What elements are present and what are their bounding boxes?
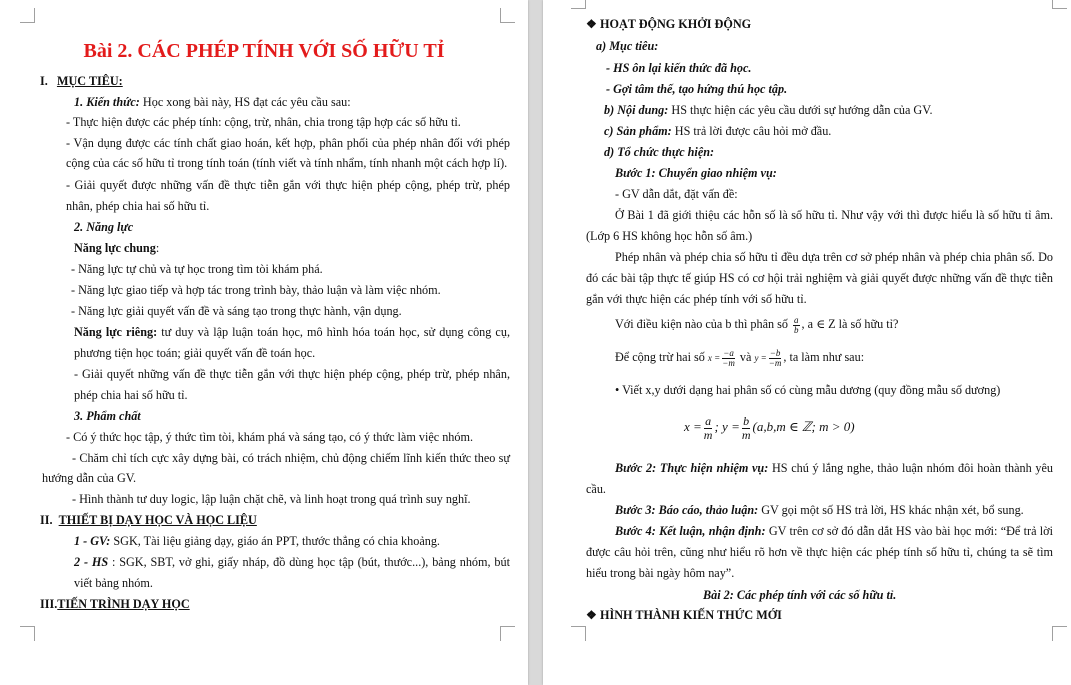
diamond-bullet-icon: ❖: [586, 17, 597, 31]
text-line: gắn với thực hiện các phép tính với số hữu tỉ.: [586, 292, 807, 306]
step-4-label: Bước 4: Kết luận, nhận định:: [615, 524, 766, 538]
crop-mark: [500, 8, 515, 23]
fraction-numerator: b: [743, 413, 750, 428]
fraction-numerator: a: [705, 413, 712, 428]
text-line: đó các bài tập thực tế giúp HS có cơ hội trải nghiệm và giải quyết được những vấn đề thực tiễn: [586, 271, 1053, 285]
specific-competency-line: [74, 324, 510, 340]
math-symbol: y =: [754, 353, 767, 363]
teacher-text: SGK, Tài liệu giảng dạy, giáo án PPT, thước thẳng có chia khoảng.: [110, 534, 440, 548]
step-3-label: Bước 3: Báo cáo, thảo luận:: [615, 503, 759, 517]
text-line: - Năng lực tự chủ và tự học trong tìm tòi khám phá.: [71, 262, 323, 276]
crop-mark: [20, 626, 35, 641]
specific-competency-text: tư duy và lập luận toán học, mô hình hóa toán học, sử dụng công cụ,: [157, 325, 510, 339]
content-line: [604, 102, 933, 118]
fraction-numerator: a: [794, 314, 799, 325]
knowledge-text: Học xong bài này, HS đạt các yêu cầu sau:: [139, 95, 351, 109]
text-line: viết bảng nhóm.: [74, 576, 153, 590]
step-3-line: [615, 502, 1024, 518]
student-materials-line: [74, 554, 510, 570]
document-page-right: [543, 0, 1071, 685]
section-title: MỤC TIÊU:: [56, 74, 123, 88]
text-line: nhân, phép chia hai số hữu tỉ.: [66, 199, 210, 213]
section-title: THIẾT BỊ DẠY HỌC VÀ HỌC LIỆU: [58, 513, 257, 527]
fraction-numerator: −a: [723, 347, 734, 358]
fraction-y: [769, 349, 782, 368]
text-line: cộng của các số hữu tỉ trong tính toán (tính viết và tính nhẩm, tính nhanh một cách hợp lí).: [66, 156, 508, 170]
add-subtract-line: [615, 346, 864, 369]
student-label: 2 - HS: [74, 555, 109, 569]
content-text: HS thực hiện các yêu cầu dưới sự hướng dẫn của GV.: [668, 103, 933, 117]
objective-line: - Gợi tâm thế, tạo hứng thú học tập.: [606, 82, 788, 96]
step-4-text: GV trên cơ sở đó dẫn dắt HS vào bài học mới: “Để trả lời: [765, 524, 1053, 538]
formula: [684, 412, 855, 442]
general-competency-label: Năng lực chung: [74, 241, 156, 255]
objective-label: a) Mục tiêu:: [596, 39, 659, 53]
text-line: - Thực hiện được các phép tính: cộng, trừ, nhân, chia trong tập hợp các số hữu tỉ.: [66, 115, 461, 129]
math-symbol: ; y =: [714, 419, 740, 434]
teacher-materials-line: [74, 533, 440, 549]
question-text: Với điều kiện nào của b thì phân số: [615, 317, 792, 331]
product-label: c) Sản phẩm:: [604, 124, 672, 138]
fraction-denominator: m: [741, 427, 751, 442]
section-3-heading: [40, 596, 190, 612]
text-line: - Có ý thức học tập, ý thức tìm tòi, khám phá và sáng tạo, có ý thức làm việc nhóm.: [66, 430, 474, 444]
text-line: phương tiện học toán; giải quyết vấn đề toán học.: [74, 346, 316, 360]
question-line: [615, 313, 898, 335]
fraction-a-over-b: [793, 316, 800, 335]
fraction-numerator: −b: [769, 347, 781, 358]
text-line: cầu.: [586, 482, 606, 496]
text-span: và: [736, 350, 755, 364]
step-2-label: Bước 2: Thực hiện nhiệm vụ:: [615, 461, 769, 475]
text-span: , ta làm như sau:: [783, 350, 865, 364]
fraction-b-over-m: [742, 415, 751, 442]
text-span: Để cộng trừ hai số: [615, 350, 708, 364]
math-symbol: x =: [707, 353, 721, 363]
step-3-text: GV gọi một số HS trả lời, HS khác nhận xét, bổ sung.: [758, 503, 1024, 517]
knowledge-label: 1. Kiến thức:: [74, 95, 140, 109]
step-1-label: Bước 1: Chuyển giao nhiệm vụ:: [615, 166, 777, 180]
activity-heading-new-knowledge: [586, 607, 782, 623]
crop-mark: [571, 626, 586, 641]
section-number: I.: [40, 74, 48, 88]
fraction-denominator: −m: [768, 357, 782, 368]
lesson-reference: Bài 2: Các phép tính với các số hữu tỉ.: [703, 588, 897, 602]
product-line: [604, 123, 831, 139]
qualities-heading: 3. Phẩm chất: [74, 409, 141, 423]
step-2-text: HS chú ý lắng nghe, thảo luận nhóm đôi hoàn thành yêu: [768, 461, 1053, 475]
heading-text: HÌNH THÀNH KIẾN THỨC MỚI: [599, 608, 782, 622]
objective-line: - HS ôn lại kiến thức đã học.: [606, 61, 752, 75]
text-line: được câu hỏi trên, cũng như hiểu rõ hơn về thực hiện các phép tính số hữu tỉ, chúng ta sẽ tìm: [586, 545, 1053, 559]
content-label: b) Nội dung:: [604, 103, 669, 117]
text-line: - Chăm chỉ tích cực xây dựng bài, có trách nhiệm, chủ động chiếm lĩnh kiến thức theo sự: [72, 451, 510, 465]
product-text: HS trả lời được câu hỏi mở đầu.: [671, 124, 832, 138]
text-line: Ở Bài 1 đã giới thiệu các hỗn số là số hữu tỉ. Như vậy với thì được hiểu là số hữu tỉ âm.: [615, 208, 1053, 222]
fraction-denominator: b: [794, 324, 799, 335]
crop-mark: [571, 0, 586, 9]
diamond-bullet-icon: ❖: [586, 608, 597, 622]
organization-label: d) Tổ chức thực hiện:: [604, 145, 715, 159]
text-line: - Hình thành tư duy logic, lập luận chặt chẽ, và linh hoạt trong quá trình suy nghĩ.: [72, 492, 471, 506]
knowledge-line: [74, 94, 351, 110]
section-title: TIẾN TRÌNH DẠY HỌC: [57, 597, 190, 611]
text-line: - Năng lực giao tiếp và hợp tác trong trình bày, thảo luận và làm việc nhóm.: [71, 283, 441, 297]
specific-competency-label: Năng lực riêng:: [74, 325, 158, 339]
section-number: III.: [40, 597, 58, 611]
text-line: - GV dẫn dắt, đặt vấn đề:: [615, 187, 738, 201]
competency-heading: 2. Năng lực: [74, 220, 134, 234]
text-line: hướng dẫn của GV.: [42, 471, 137, 485]
fraction-denominator: −m: [722, 357, 735, 368]
text-line: - Vận dụng được các tính chất giao hoán, kết hợp, phân phối của phép nhân đối với phép: [66, 136, 510, 150]
fraction-a-over-m: [704, 415, 713, 442]
student-text: : SGK, SBT, vở ghi, giấy nháp, đồ dùng học tập (bút, thước...), bảng nhóm, bút: [108, 555, 510, 569]
fraction-x: [722, 349, 735, 368]
text-line: - Năng lực giải quyết vấn đề và sáng tạo trong thực hành, vận dụng.: [71, 304, 402, 318]
general-competency-heading: [74, 240, 159, 256]
colon: :: [155, 241, 160, 255]
text-line: - Giải quyết những vấn đề thực tiễn gắn với thực hiện phép cộng, phép trừ, phép nhân,: [74, 367, 510, 381]
lesson-title: Bài 2. CÁC PHÉP TÍNH VỚI SỐ HỮU TỈ: [83, 40, 445, 62]
document-page-left: [0, 0, 528, 685]
teacher-label: 1 - GV:: [74, 534, 111, 548]
text-line: hiểu trong bài ngày hôm nay”.: [586, 566, 735, 580]
section-1-heading: [40, 73, 123, 89]
step-4-line: [615, 523, 1053, 539]
text-line: Phép nhân và phép chia số hữu tỉ đều dựa trên cơ sở phép nhân và phép chia phân số. Do: [615, 250, 1053, 264]
activity-heading-warmup: [586, 16, 751, 32]
text-line: - Giải quyết được những vấn đề thực tiễn gắn với thực hiện phép cộng, phép trừ, phép: [66, 178, 510, 192]
heading-text: HOẠT ĐỘNG KHỞI ĐỘNG: [599, 17, 752, 31]
section-number: II.: [40, 513, 53, 527]
fraction-denominator: m: [703, 427, 713, 442]
section-2-heading: [40, 512, 257, 528]
math-symbol: x =: [684, 419, 702, 434]
crop-mark: [1052, 0, 1067, 9]
crop-mark: [500, 626, 515, 641]
crop-mark: [20, 8, 35, 23]
text-line: phép chia hai số hữu tỉ.: [74, 388, 188, 402]
step-2-line: [615, 460, 1053, 476]
crop-mark: [1052, 626, 1067, 641]
question-text: , a ∈ Z là số hữu tỉ?: [801, 317, 899, 331]
text-line: (Lớp 6 HS không học hỗn số âm.): [586, 229, 753, 243]
math-condition: (a,b,m ∈ ℤ; m > 0): [752, 419, 855, 434]
bullet-line: • Viết x,y dưới dạng hai phân số có cùng mẫu dương (quy đồng mẫu số dương): [615, 383, 1001, 397]
